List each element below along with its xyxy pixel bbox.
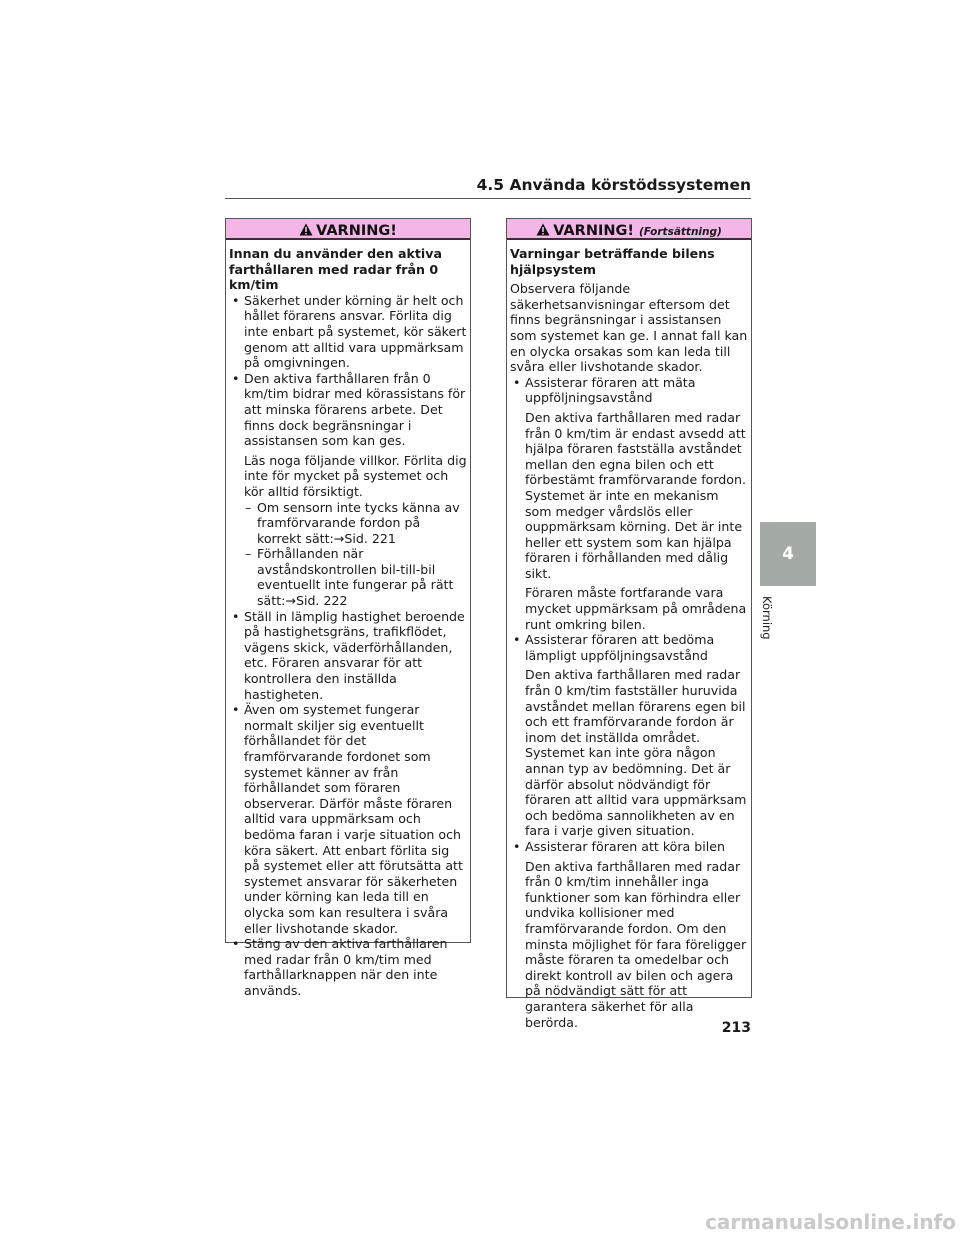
- bullet-paragraph: Den aktiva farthållaren med radar från 0 km/tim är endast avsedd att hjälpa föraren fastställa avståndet mellan den egna bilen och ett förbestämt framförvarande fordon. Systemet är inte en mekanism som medger vårdslös eller ouppmärksam körning. Det är inte heller ett system som kan hjälpa föraren i förhållanden med dålig sikt.: [525, 409, 746, 581]
- bullet-item: • Assisterar föraren att köra bilen: [510, 839, 748, 855]
- bullet-paragraph: Föraren måste fortfarande vara mycket uppmärksam på områdena runt omkring bilen.: [525, 585, 747, 632]
- bullet-paragraph: Läs noga följande villkor. Förlita dig inte för mycket på systemet och kör alltid försiktigt.: [244, 452, 467, 499]
- warning-heading: Varningar beträffande bilens hjälpsystem: [510, 246, 715, 277]
- bullet-item: • Assisterar föraren att bedöma lämpligt uppföljningsavstånd: [510, 632, 748, 663]
- chapter-tab: 4: [760, 522, 816, 586]
- warning-subtitle: (Fortsättning): [639, 226, 722, 238]
- bullet-item: • Säkerhet under körning är helt och hållet förarens ansvar. Förlita dig inte enbart på systemet, kör säkert genom att alltid vara uppmärksam på omgivningen.: [229, 293, 467, 371]
- warning-heading: Innan du använder den aktiva farthållaren med radar från 0 km/tim: [229, 246, 442, 293]
- chapter-label-text: Körning: [760, 596, 774, 640]
- warning-title: VARNING!: [316, 223, 397, 239]
- bullet-paragraph: Den aktiva farthållaren med radar från 0 km/tim innehåller inga funktioner som kan förhindra eller undvika kollisioner med framförvarande fordon. Om den minsta möjlighet för fara föreligger måste föraren ta omedelbar och direkt kontroll av bilen och agera på nödvändigt sätt för att garantera säkerhet för alla berörda.: [525, 858, 747, 1030]
- warning-bar: [226, 219, 470, 240]
- intro-paragraph: Observera följande säkerhetsanvisningar eftersom det finns begränsningar i assistansen som systemet kan ge. I annat fall kan en olycka orsakas som kan leda till svåra eller livshotande skador.: [510, 281, 748, 375]
- section-header: 4.5 Använda körstödssystemen: [225, 176, 751, 199]
- warning-icon: [299, 223, 313, 236]
- page-number: 213: [721, 1020, 751, 1036]
- bullet-item: • Även om systemet fungerar normalt skiljer sig eventuellt förhållandet för det framförvarande fordonet som systemet känner av från förhållandet som föraren observerar. Därför måste föraren alltid vara uppmärksam och bedöma faran i varje situation och köra säkert. Att enbart förlita sig på systemet eller att förutsätta att systemet ansvarar för säkerheten under körning kan leda till en olycka som kan resultera i svåra eller livshotande skador.: [229, 702, 467, 936]
- bullet-item: • Den aktiva farthållaren från 0 km/tim bidrar med körassistans för att minska förarens arbete. Det finns dock begränsningar i assistansen som kan ges.: [229, 371, 467, 449]
- bullet-paragraph: Den aktiva farthållaren med radar från 0 km/tim fastställer huruvida avståndet mellan förarens egen bil och ett framförvarande fordon är inom det inställda området. Systemet kan inte göra någon annan typ av bedömning. Det är därför absolut nödvändigt för föraren att alltid vara uppmärksam och bedöma sannolikheten av en fara i varje given situation.: [525, 667, 747, 839]
- bullet-item: • Assisterar föraren att mäta uppföljningsavstånd: [510, 375, 748, 406]
- warning-bar: [507, 219, 751, 240]
- warning-icon: [536, 223, 550, 236]
- bullet-item: • Ställ in lämplig hastighet beroende på hastighetsgräns, trafikflödet, vägens skick, väderförhållanden, etc. Föraren ansvarar för att kontrollera den inställda hastigheten.: [229, 609, 467, 703]
- dash-item: – Förhållanden när avståndskontrollen bil-till-bil eventuellt inte fungerar på rätt sätt:→Sid. 222: [229, 546, 467, 608]
- warning-title: VARNING!: [553, 223, 634, 239]
- warning-box-left: [225, 218, 471, 998]
- bullet-item: • Stäng av den aktiva farthållaren med radar från 0 km/tim med farthållarknappen när den inte används.: [229, 936, 467, 998]
- watermark: carmanualsonline.info: [705, 1210, 956, 1234]
- chapter-label: [762, 596, 776, 656]
- dash-item: – Om sensorn inte tycks känna av framförvarande fordon på korrekt sätt:→Sid. 221: [229, 500, 467, 547]
